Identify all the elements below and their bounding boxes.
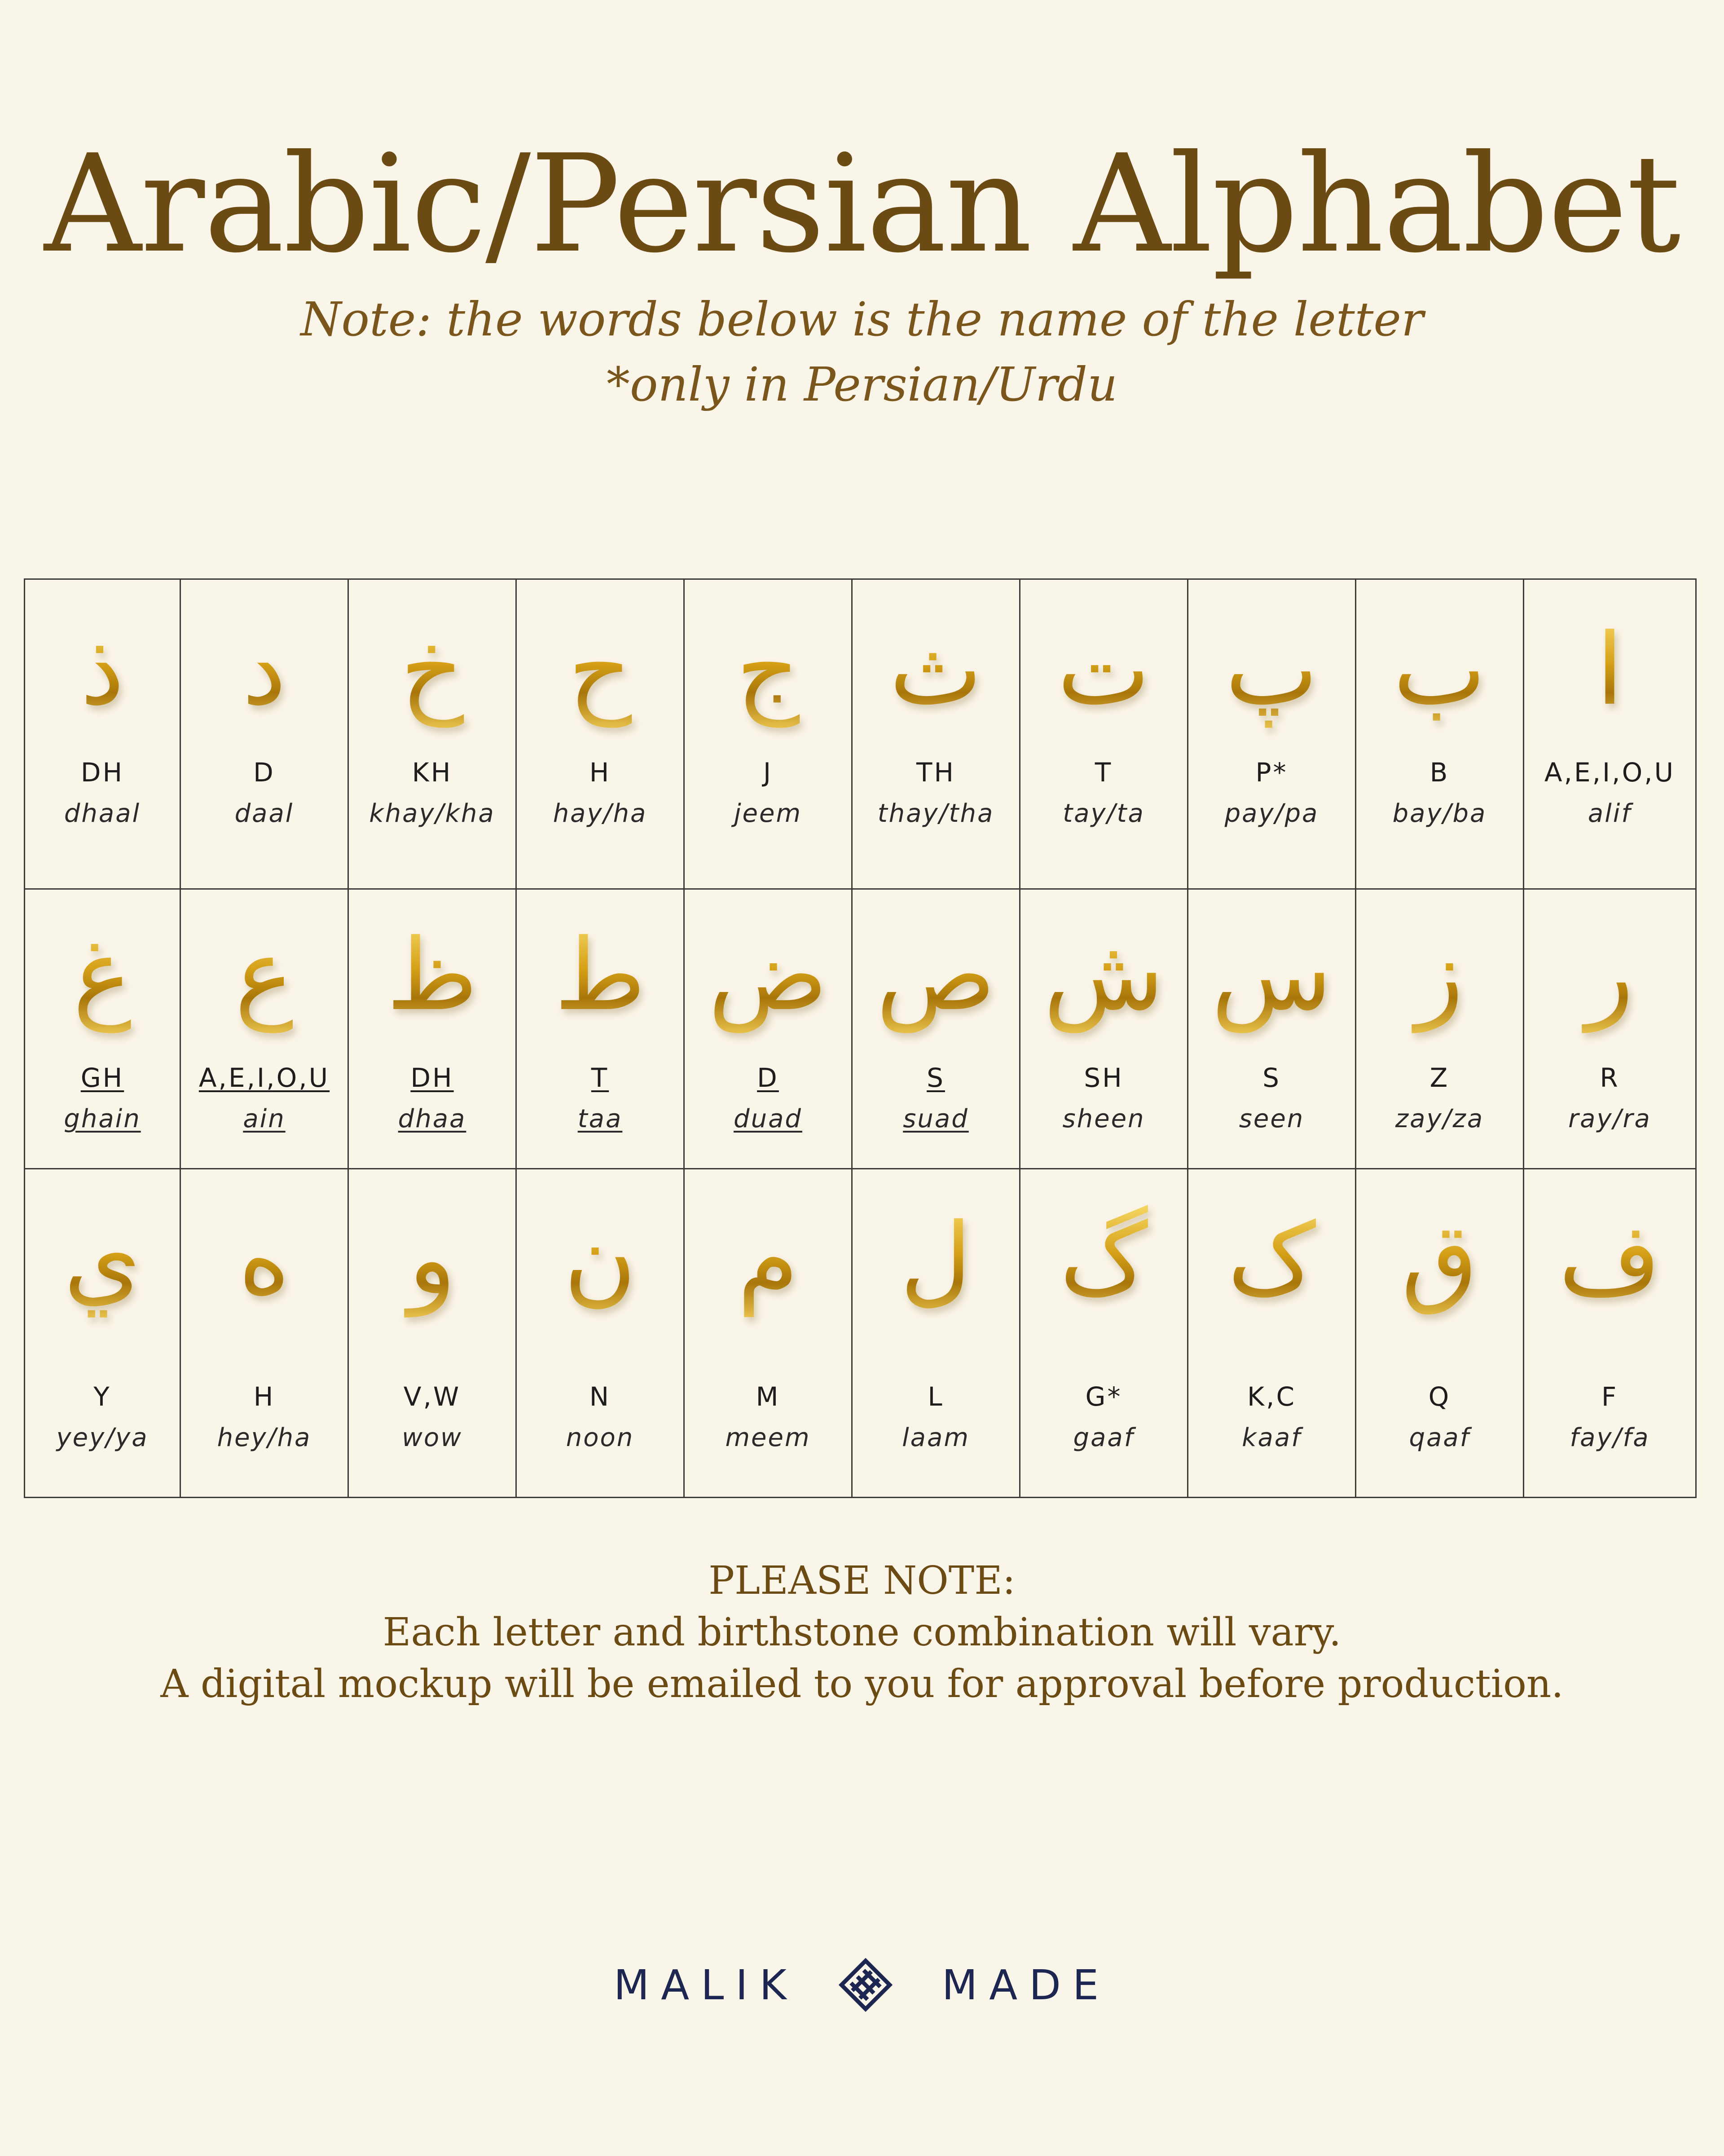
letter-transliteration: S [927, 1063, 945, 1093]
arabic-letter-glyph: ر [1524, 917, 1695, 1033]
letter-name: tay/ta [1063, 799, 1145, 828]
letter-transliteration: Y [93, 1381, 111, 1412]
letter-cell-hay-ha [517, 580, 685, 890]
letter-cell-duad [685, 890, 853, 1169]
arabic-letter-glyph: گ [1020, 1201, 1187, 1318]
letter-transliteration: N [589, 1381, 611, 1412]
letter-transliteration: T [1095, 757, 1113, 788]
letter-name: ray/ra [1568, 1104, 1651, 1133]
letter-transliteration: KH [412, 757, 453, 788]
brand-right-word: MADE [941, 1961, 1111, 2009]
letter-cell-kaaf [1188, 1169, 1356, 1497]
letter-cell-wow [349, 1169, 517, 1497]
arabic-letter-glyph: خ [349, 611, 515, 728]
letter-transliteration: P* [1255, 757, 1288, 788]
letter-cell-zay-za [1356, 890, 1524, 1169]
letter-transliteration: L [928, 1381, 944, 1412]
letter-transliteration: D [253, 757, 275, 788]
letter-cell-sheen [1020, 890, 1188, 1169]
letter-name: hay/ha [553, 799, 647, 828]
letter-cell-khay-kha [349, 580, 517, 890]
letter-name: dhaal [64, 799, 141, 828]
arabic-letter-glyph: ظ [349, 917, 515, 1033]
letter-transliteration: Z [1429, 1063, 1450, 1093]
letter-name: alif [1588, 799, 1632, 828]
letter-transliteration: F [1601, 1381, 1618, 1412]
arabic-letter-glyph: ذ [25, 611, 180, 728]
letter-name: ain [243, 1104, 286, 1133]
letter-name: hey/ha [217, 1423, 312, 1452]
letter-cell-alif [1524, 580, 1695, 890]
letter-transliteration: G* [1085, 1381, 1122, 1412]
letter-transliteration: A,E,I,O,U [1544, 757, 1676, 788]
letter-cell-pay-pa [1188, 580, 1356, 890]
arabic-letter-glyph: پ [1188, 611, 1355, 728]
arabic-letter-glyph: ج [685, 611, 851, 728]
letter-name: suad [903, 1104, 969, 1133]
letter-transliteration: T [591, 1063, 609, 1093]
letter-transliteration: S [1262, 1063, 1281, 1093]
letter-name: sheen [1062, 1104, 1145, 1133]
arabic-letter-glyph: ه [181, 1201, 347, 1318]
letter-name: duad [734, 1104, 802, 1133]
letter-transliteration: H [589, 757, 611, 788]
letter-name: kaaf [1242, 1423, 1302, 1452]
letter-cell-ray-ra [1524, 890, 1695, 1169]
letter-transliteration: K,C [1247, 1381, 1296, 1412]
letter-name: zay/za [1395, 1104, 1484, 1133]
arabic-letter-glyph: ع [181, 917, 347, 1033]
arabic-letter-glyph: ش [1020, 917, 1187, 1033]
arabic-letter-glyph: ف [1524, 1201, 1695, 1318]
letter-cell-noon [517, 1169, 685, 1497]
arabic-letter-glyph: ت [1020, 611, 1187, 728]
letter-transliteration: H [253, 1381, 275, 1412]
malik-made-monogram-icon [839, 1958, 893, 2012]
letter-cell-seen [1188, 890, 1356, 1169]
please-note-line-2: A digital mockup will be emailed to you for approval before production. [160, 1662, 1564, 1706]
letter-cell-ain [181, 890, 349, 1169]
subtitle-persian-only-note: *only in Persian/Urdu [606, 357, 1118, 412]
letter-name: pay/pa [1224, 799, 1319, 828]
letter-name: yey/ya [56, 1423, 149, 1452]
arabic-letter-glyph: س [1188, 917, 1355, 1033]
letter-name: bay/ba [1392, 799, 1487, 828]
arabic-letter-glyph: ز [1356, 917, 1523, 1033]
letter-cell-meem [685, 1169, 853, 1497]
arabic-letter-glyph: ن [517, 1201, 683, 1318]
letter-cell-taa [517, 890, 685, 1169]
letter-name: thay/tha [877, 799, 994, 828]
letter-transliteration: DH [410, 1063, 454, 1093]
letter-name: dhaa [398, 1104, 466, 1133]
letter-name: wow [402, 1423, 462, 1452]
arabic-letter-glyph: ث [853, 611, 1019, 728]
letter-name: meem [725, 1423, 811, 1452]
page-title: Arabic/Persian Alphabet [44, 126, 1680, 282]
arabic-letter-glyph: م [685, 1201, 851, 1318]
letter-name: seen [1239, 1104, 1305, 1133]
letter-cell-hey-ha [181, 1169, 349, 1497]
arabic-letter-glyph: ض [685, 917, 851, 1033]
arabic-letter-glyph: ک [1188, 1201, 1355, 1318]
arabic-letter-glyph: ي [25, 1201, 180, 1318]
arabic-letter-glyph: و [349, 1201, 515, 1318]
letter-cell-yey-ya [25, 1169, 181, 1497]
letter-cell-jeem [685, 580, 853, 890]
letter-cell-fay-fa [1524, 1169, 1695, 1497]
letter-transliteration: SH [1084, 1063, 1124, 1093]
letter-cell-dhaa [349, 890, 517, 1169]
alphabet-grid [24, 578, 1697, 1498]
letter-cell-daal [181, 580, 349, 890]
letter-cell-gaaf [1020, 1169, 1188, 1497]
letter-cell-tay-ta [1020, 580, 1188, 890]
arabic-letter-glyph: ص [853, 917, 1019, 1033]
letter-name: ghain [64, 1104, 141, 1133]
letter-transliteration: TH [916, 757, 956, 788]
arabic-letter-glyph: ل [853, 1201, 1019, 1318]
arabic-letter-glyph: ا [1524, 611, 1695, 728]
letter-transliteration: Q [1428, 1381, 1451, 1412]
letter-transliteration: R [1600, 1063, 1620, 1093]
arabic-letter-glyph: ب [1356, 611, 1523, 728]
letter-cell-dhaal [25, 580, 181, 890]
letter-cell-laam [853, 1169, 1020, 1497]
arabic-letter-glyph: ط [517, 917, 683, 1033]
letter-transliteration: DH [80, 757, 124, 788]
letter-cell-suad [853, 890, 1020, 1169]
letter-name: taa [577, 1104, 623, 1133]
brand-logo [0, 1958, 1724, 2012]
letter-transliteration: J [763, 757, 773, 788]
arabic-letter-glyph: د [181, 611, 347, 728]
arabic-letter-glyph: ق [1356, 1201, 1523, 1318]
letter-name: noon [566, 1423, 634, 1452]
letter-name: gaaf [1073, 1423, 1135, 1452]
subtitle-note: Note: the words below is the name of the letter [300, 292, 1424, 347]
letter-transliteration: A,E,I,O,U [198, 1063, 330, 1093]
letter-name: daal [234, 799, 294, 828]
arabic-letter-glyph: غ [25, 917, 180, 1033]
letter-cell-ghain [25, 890, 181, 1169]
letter-transliteration: M [756, 1381, 780, 1412]
letter-transliteration: GH [80, 1063, 124, 1093]
letter-name: fay/fa [1570, 1423, 1650, 1452]
letter-transliteration: B [1429, 757, 1450, 788]
letter-transliteration: D [757, 1063, 779, 1093]
please-note-line-1: Each letter and birthstone combination will vary. [383, 1610, 1341, 1655]
arabic-letter-glyph: ح [517, 611, 683, 728]
letter-cell-bay-ba [1356, 580, 1524, 890]
letter-name: qaaf [1409, 1423, 1470, 1452]
brand-left-word: MALIK [613, 1961, 798, 2009]
letter-cell-qaaf [1356, 1169, 1524, 1497]
letter-name: khay/kha [369, 799, 495, 828]
letter-cell-thay-tha [853, 580, 1020, 890]
letter-name: laam [902, 1423, 970, 1452]
letter-transliteration: V,W [403, 1381, 461, 1412]
letter-name: jeem [734, 799, 802, 828]
please-note-heading: PLEASE NOTE: [708, 1558, 1016, 1603]
